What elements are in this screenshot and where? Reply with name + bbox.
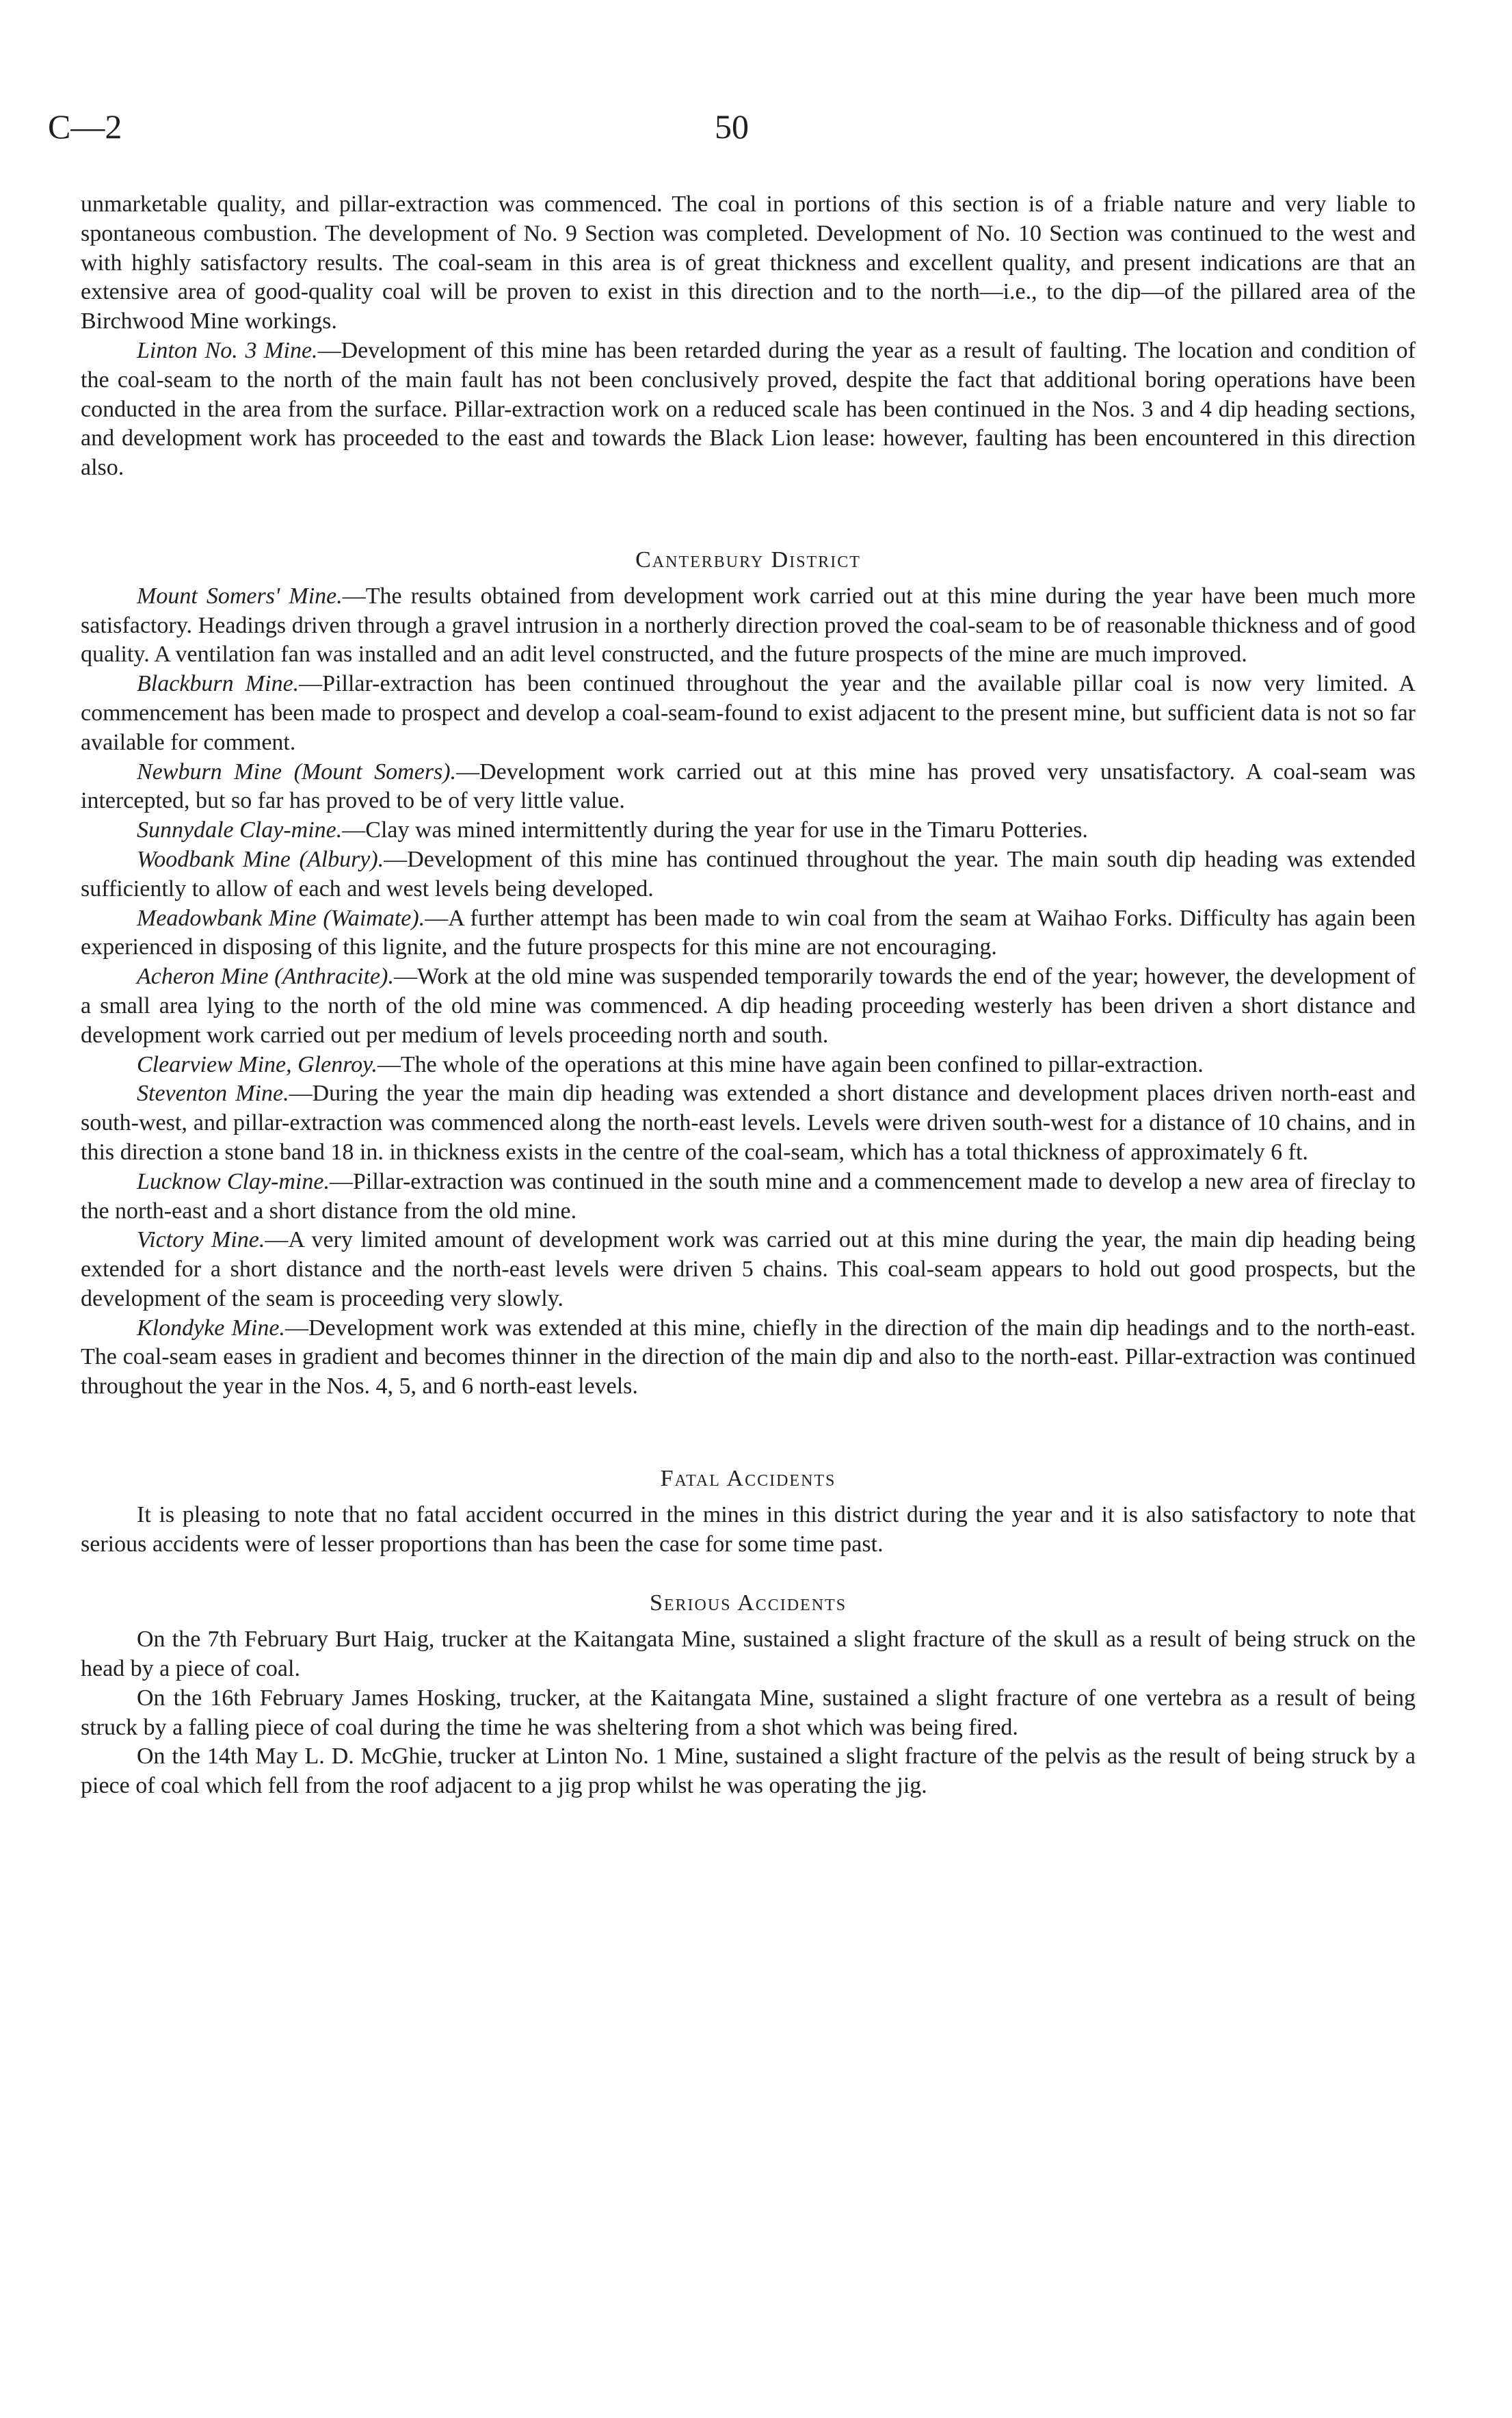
mine-text: —Development work was extended at this mine, chiefly in the direction of the main dip headings and to the north-east. The coal-seam eases in gradient and becomes thinner in the direction of the main dip and also to the north-east. Pillar-extraction was continued throughout the year in the Nos. 4, 5, and 6 north-east levels. [81,1315,1416,1399]
mine-paragraph [81,816,1416,845]
mine-paragraph [81,670,1416,757]
mine-title: Woodbank Mine (Albury). [137,846,384,872]
linton-paragraph [81,337,1416,483]
mine-title: Meadowbank Mine (Waimate). [137,905,425,931]
mine-text: —The results obtained from development work carried out at this mine during the year have been much more satisfactory. Headings driven through a gravel intrusion in a northerly direction proved the coal-seam to be of reasonable thickness and of good quality. A ventilation fan was installed and an adit level constructed, and the future prospects of the mine are much improved. [81,583,1416,668]
mine-title: Clearview Mine, Glenroy. [137,1051,377,1077]
mine-title: Acheron Mine (Anthracite). [137,964,394,990]
mine-paragraph [81,758,1416,817]
mine-paragraph [81,904,1416,963]
mine-title: Blackburn Mine. [137,671,300,697]
mine-text: —The whole of the operations at this mine have again been confined to pillar-extraction. [377,1051,1204,1077]
document-code: C—2 [48,107,122,146]
mine-paragraph [81,845,1416,904]
page-body [81,190,1416,1801]
page-number: 50 [715,107,749,146]
mine-title: Sunnydale Clay-mine. [137,817,343,843]
accident-paragraph: On the 16th February James Hosking, trucker, at the Kaitangata Mine, sustained a slight fracture of one vertebra as a result of being struck by a falling piece of coal during the time he was sheltering from a shot which was being fired. [81,1685,1416,1740]
mine-paragraph [81,962,1416,1050]
mine-title: Mount Somers' Mine. [137,583,343,609]
mine-text: —Pillar-extraction has been continued throughout the year and the available pillar coal is now very limited. A commencement has been made to prospect and develop a coal-seam-found to exist adjacent to the present mine, but sufficient data is not so far available for comment. [81,671,1416,755]
page-header [48,103,1416,150]
mine-title: Victory Mine. [137,1227,265,1253]
mine-title: Lucknow Clay-mine. [137,1168,330,1194]
section-heading-fatal-accidents: Fatal Accidents [660,1466,836,1492]
mine-paragraph [81,1314,1416,1402]
mine-text: —Development of this mine has been retarded during the year as a result of faulting. The location and condition of the coal-seam to the north of the main fault has not been conclusively proved, despite the fact that additional boring operations have been conducted in the area from the surface. Pillar-extraction work on a reduced scale has been continued in the Nos. 3 and 4 dip heading sections, and development work has proceeded to the east and towards the Black Lion lease: however, faulting has been encountered in this direction also. [81,337,1416,481]
mine-paragraph [81,1226,1416,1313]
mine-paragraph [81,1168,1416,1226]
section-heading-canterbury: Canterbury District [635,547,861,573]
mine-text: —Work at the old mine was suspended temporarily towards the end of the year; however, the development of a small area lying to the north of the old mine was commenced. A dip heading proceeding westerly has been driven a short distance and development work carried out per medium of levels proceeding north and south. [81,964,1416,1048]
section-heading-serious-accidents: Serious Accidents [649,1590,847,1616]
accident-paragraph: On the 7th February Burt Haig, trucker at the Kaitangata Mine, sustained a slight fracture of the skull as a result of being struck on the head by a piece of coal. [81,1627,1416,1682]
intro-paragraph: unmarketable quality, and pillar-extraction was commenced. The coal in portions of this section is of a friable nature and very liable to spontaneous combustion. The development of No. 9 Section was completed. Development of No. 10 Section was continued to the west and with highly satisfactory results. The coal-seam in this area is of great thickness and excellent quality, and present indications are that an extensive area of good-quality coal will be proven to exist in this direction and to the north—i.e., to the dip—of the pillared area of the Birchwood Mine workings. [81,192,1416,334]
mine-title: Linton No. 3 Mine. [137,337,318,363]
mine-title: Klondyke Mine. [137,1315,285,1341]
mine-text: —Development of this mine has continued throughout the year. The main south dip heading was extended sufficiently to allow of each and west levels being developed. [81,846,1416,902]
mine-text: —Development work carried out at this mine has proved very unsatisfactory. A coal-seam was intercepted, but so far has proved to be of very little value. [81,759,1416,814]
mine-text: —A further attempt has been made to win coal from the seam at Waihao Forks. Difficulty has again been experienced in disposing of this lignite, and the future prospects for this mine are not encouraging. [81,905,1416,960]
mine-text: —During the year the main dip heading was extended a short distance and development places driven north-east and south-west, and pillar-extraction was commenced along the north-east levels. Levels were driven south-west for a distance of 10 chains, and in this direction a stone band 18 in. in thickness exists in the centre of the coal-seam, which has a total thickness of approximately 6 ft. [81,1081,1416,1165]
mine-paragraph [81,1079,1416,1167]
mine-text: —Pillar-extraction was continued in the south mine and a commencement made to develop a new area of fireclay to the north-east and a short distance from the old mine. [81,1168,1416,1224]
mine-text: —Clay was mined intermittently during the year for use in the Timaru Potteries. [342,817,1088,843]
mine-title: Newburn Mine (Mount Somers). [137,759,457,785]
mine-title: Steventon Mine. [137,1081,289,1107]
mine-paragraph [81,582,1416,670]
accident-paragraph: On the 14th May L. D. McGhie, trucker at Linton No. 1 Mine, sustained a slight fracture of the pelvis as the result of being struck by a piece of coal which fell from the roof adjacent to a jig prop whilst he was operating the jig. [81,1744,1416,1799]
fatal-accidents-paragraph: It is pleasing to note that no fatal accident occurred in the mines in this district during the year and it is also satisfactory to note that serious accidents were of lesser proportions than has been the case for some time past. [81,1501,1416,1557]
mine-text: —A very limited amount of development work was carried out at this mine during the year, the main dip heading being extended for a short distance and the north-east levels were driven 5 chains. This coal-seam appears to hold out good prospects, but the development of the seam is proceeding very slowly. [81,1227,1416,1311]
mine-paragraph [81,1051,1416,1080]
